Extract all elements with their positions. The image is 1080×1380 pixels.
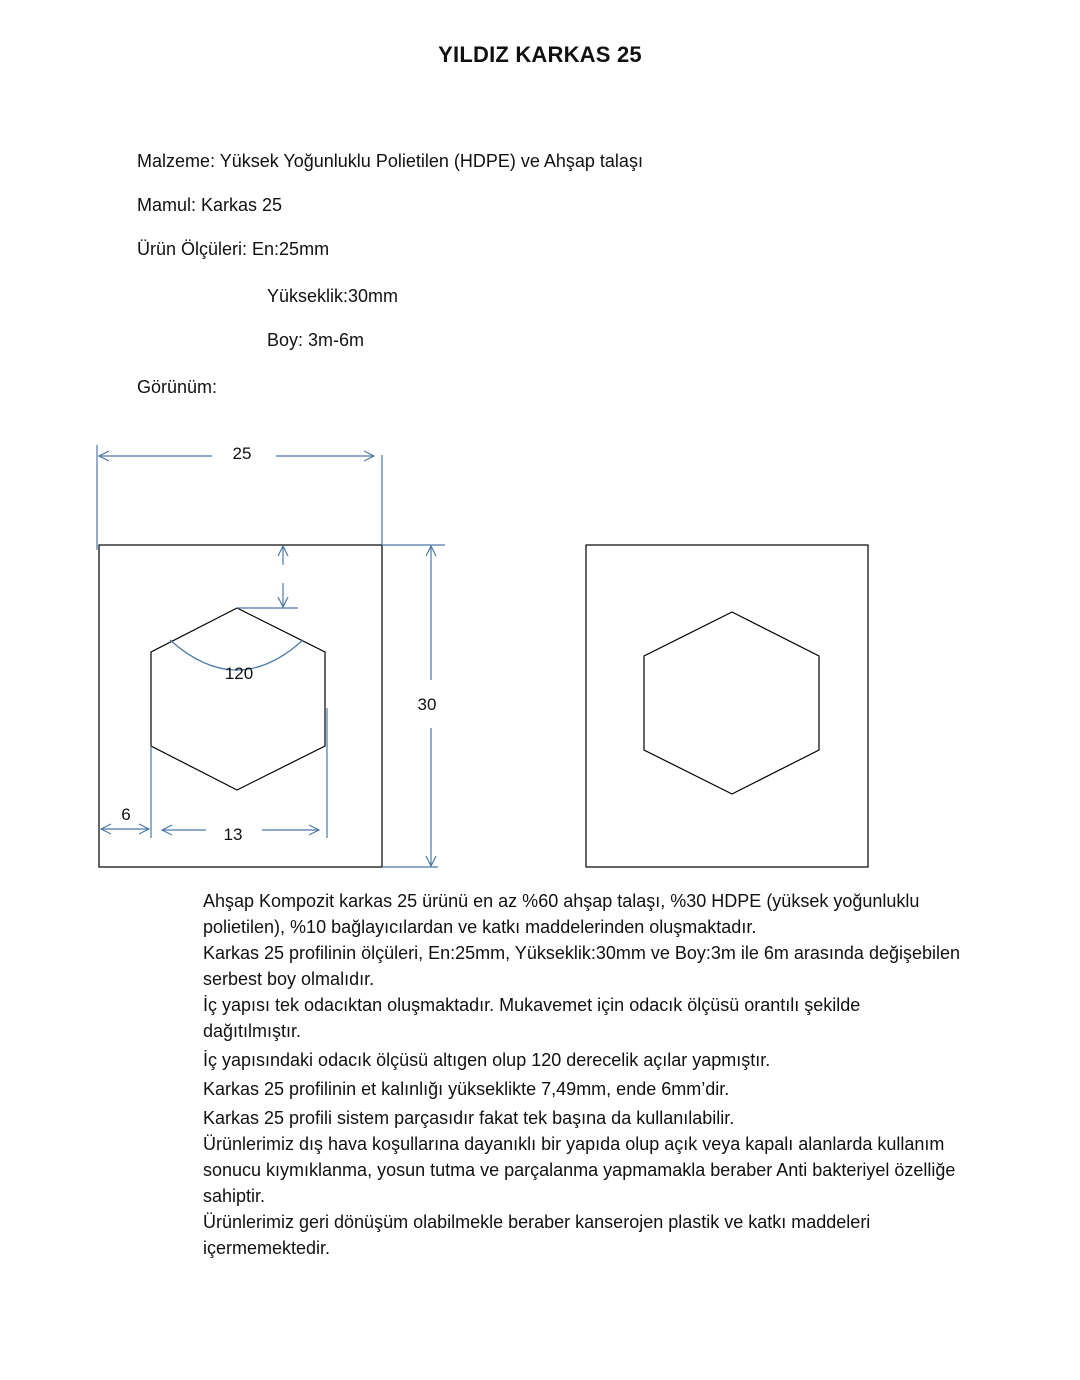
cell-dimension-label: 13	[223, 825, 243, 844]
paragraph: Ürünlerimiz dış hava koşullarına dayanıklı bir yapıda olup açık veya kapalı alanlarda kullanım sonucu kıymıklanma, yosun tutma ve parçalanma yapmamakla beraber Anti bakteriyel özelliğe sahiptir.	[203, 1134, 956, 1206]
dimensioned-profile	[97, 444, 445, 867]
profile-outline	[99, 545, 382, 867]
paragraph: Karkas 25 profilinin et kalınlığı yükseklikte 7,49mm, ende 6mm’dir.	[203, 1079, 730, 1099]
dimensions-spec: Ürün Ölçüleri: En:25mm	[137, 239, 330, 259]
plain-profile	[586, 545, 868, 867]
hexagon-cell	[644, 612, 819, 794]
height-spec: Yükseklik:30mm	[267, 286, 399, 306]
description-text	[203, 888, 963, 1261]
paragraph: İç yapısı tek odacıktan oluşmaktadır. Mukavemet için odacık ölçüsü orantılı şekilde dağıtılmıştır.	[203, 995, 861, 1041]
width-dimension-label: 25	[232, 444, 252, 463]
paragraph: Karkas 25 profilinin ölçüleri, En:25mm, Yükseklik:30mm ve Boy:3m ile 6m arasında değişebilen serbest boy olmalıdır.	[203, 943, 961, 989]
paragraph: Ahşap Kompozit karkas 25 ürünü en az %60 ahşap talaşı, %30 HDPE (yüksek yoğunluklu polietilen), %10 bağlayıcılardan ve katkı maddelerinden oluşmaktadır.	[203, 891, 920, 937]
paragraph: İç yapısındaki odacık ölçüsü altıgen olup 120 derecelik açılar yapmıştır.	[203, 1050, 771, 1070]
hexagon-cell	[151, 608, 325, 790]
angle-dimension-label: 120	[224, 664, 254, 683]
page-title: YILDIZ KARKAS 25	[438, 42, 642, 67]
length-spec: Boy: 3m-6m	[267, 330, 365, 350]
product-spec: Mamul: Karkas 25	[137, 195, 283, 215]
wall-side-dimension-label: 6	[121, 805, 131, 824]
profile-outline	[586, 545, 868, 867]
technical-drawing	[0, 430, 1080, 880]
view-label: Görünüm:	[137, 377, 218, 397]
material-spec: Malzeme: Yüksek Yoğunluklu Polietilen (HDPE) ve Ahşap talaşı	[137, 151, 643, 171]
height-dimension-label: 30	[417, 695, 437, 714]
paragraph: Karkas 25 profili sistem parçasıdır fakat tek başına da kullanılabilir.	[203, 1108, 735, 1128]
paragraph: Ürünlerimiz geri dönüşüm olabilmekle beraber kanserojen plastik ve katkı maddeleri içermemektedir.	[203, 1212, 871, 1258]
